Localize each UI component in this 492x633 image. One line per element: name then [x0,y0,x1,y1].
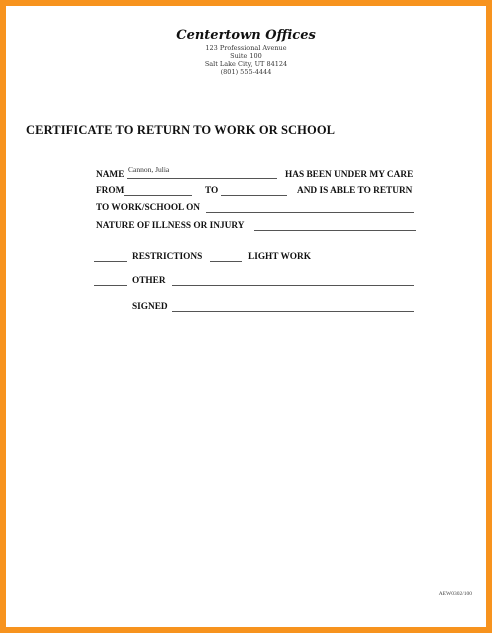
form-code: AEW0302/100 [438,591,472,597]
return-row [88,203,418,217]
office-address-line-1: 123 Professional Avenue [205,44,287,52]
to-date-line[interactable] [221,195,287,196]
signed-label: SIGNED [132,302,168,312]
name-value[interactable]: Cannon, Julia [128,165,170,174]
illness-row [88,221,418,235]
office-phone: (801) 555-4444 [220,68,272,76]
letterhead [6,28,486,76]
illness-label: NATURE OF ILLNESS OR INJURY [96,221,245,231]
illness-line[interactable] [254,230,416,231]
office-city: Salt Lake City, UT 84124 [204,60,288,68]
name-row [88,165,418,182]
name-label: NAME [96,170,125,180]
dates-row [88,186,418,200]
other-row [88,276,418,290]
name-field-line[interactable] [127,178,277,179]
restrictions-row [88,252,418,266]
office-address-line-2: Suite 100 [230,52,262,60]
other-line[interactable] [172,285,414,286]
to-label: TO [205,186,219,196]
return-label: TO WORK/SCHOOL ON [96,203,201,213]
care-label: HAS BEEN UNDER MY CARE [285,170,414,180]
from-date-line[interactable] [124,195,192,196]
other-label: OTHER [132,276,166,286]
return-date-line[interactable] [206,212,414,213]
restrictions-label: RESTRICTIONS [132,252,203,262]
able-label: AND IS ABLE TO RETURN [297,186,413,196]
from-label: FROM [96,186,125,196]
restrictions-check-line[interactable] [94,261,127,262]
light-work-check-line[interactable] [210,261,242,262]
signed-row [88,302,418,316]
office-name: Centertown Offices [176,28,316,43]
light-work-label: LIGHT WORK [248,252,311,262]
signature-line[interactable] [172,311,414,312]
certificate-title: CERTIFICATE TO RETURN TO WORK OR SCHOOL [26,123,336,137]
other-check-line[interactable] [94,285,127,286]
